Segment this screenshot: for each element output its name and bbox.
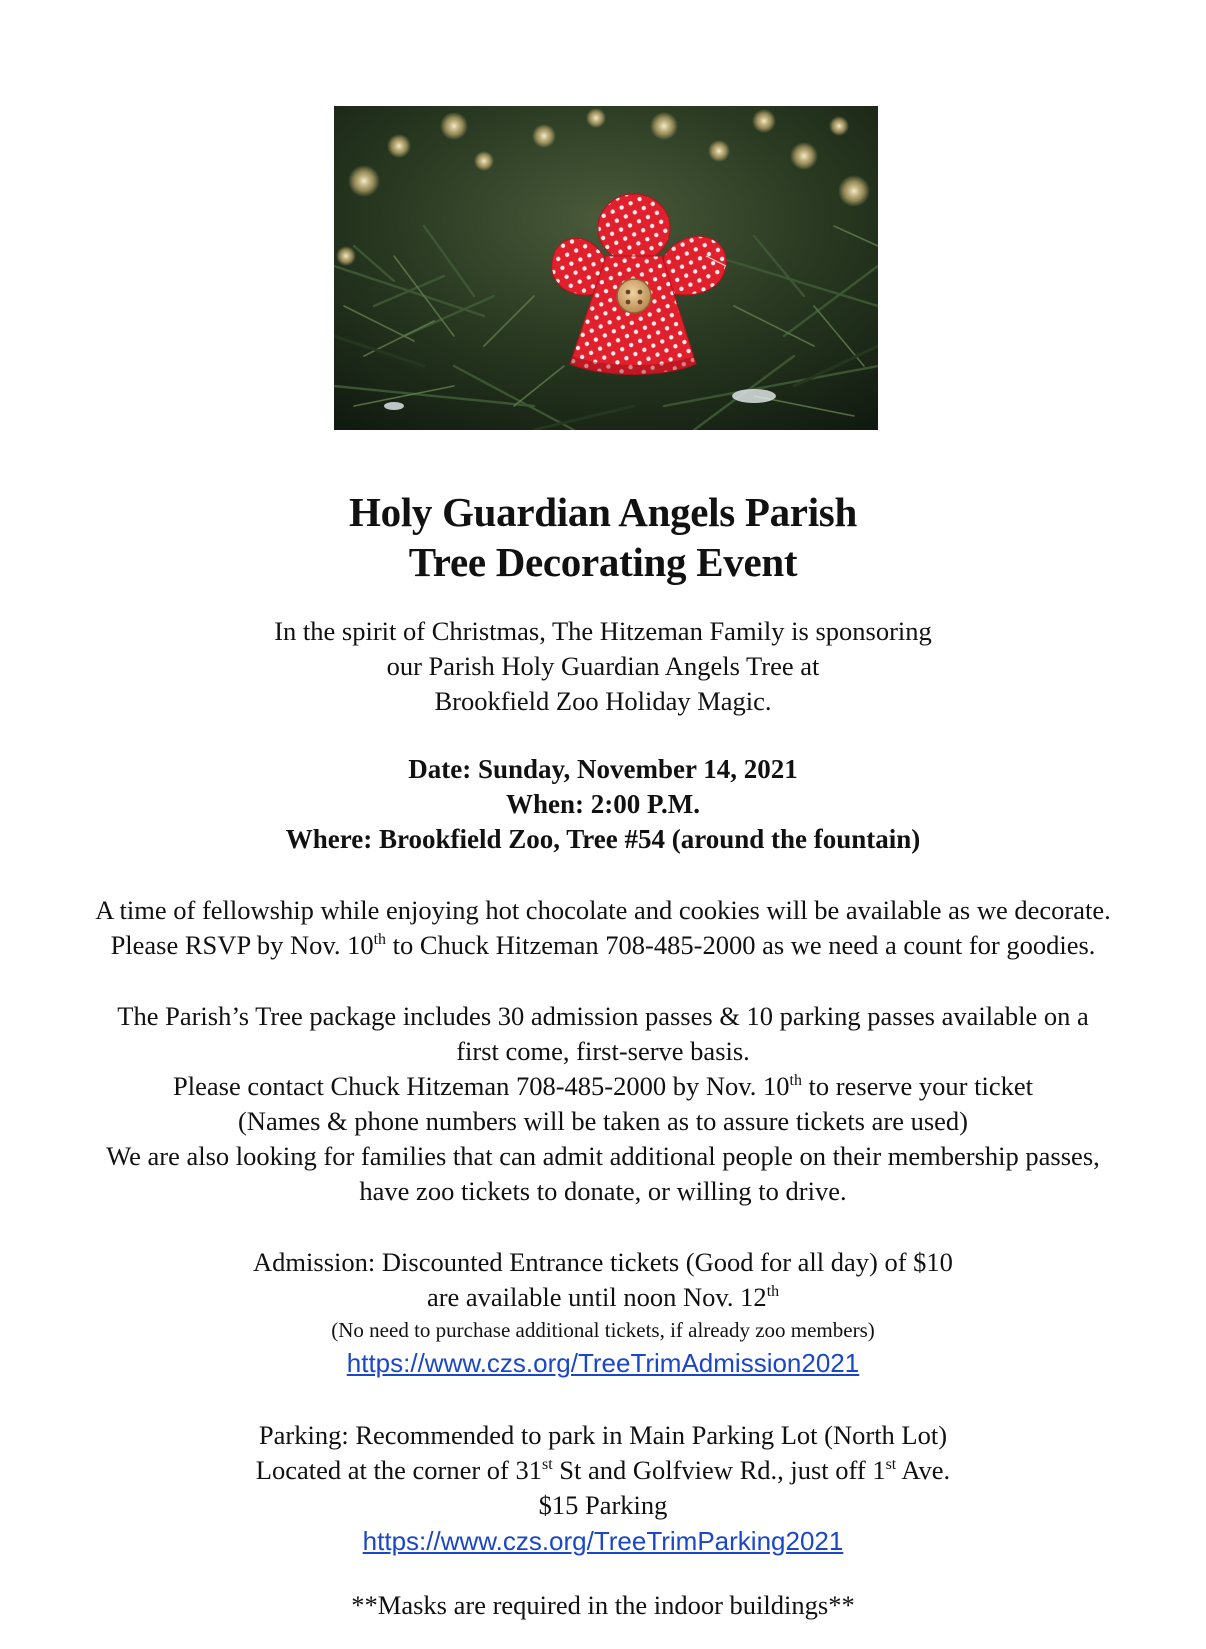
angel-ornament-photo [334,106,878,430]
parking-line-2 [0,1453,1206,1488]
ordinal-suffix: st [542,1456,553,1474]
parking-section [0,1418,1206,1559]
parking-line-1: Parking: Recommended to park in Main Parking Lot (North Lot) [258,1420,948,1450]
parking-location-mid: St and Golfview Rd., just off 1 [552,1455,886,1485]
admission-line-1: Admission: Discounted Entrance tickets (Good for all day) of $10 [253,1247,953,1277]
admission-line-2 [0,1280,1206,1315]
package-paragraph [0,999,1206,1209]
fellowship-paragraph [0,893,1206,963]
title-line-parish: Holy Guardian Angels Parish [349,489,857,535]
admission-availability: are available until noon Nov. 12 [426,1282,767,1312]
title-line-event: Tree Decorating Event [408,539,798,585]
event-title [0,487,1206,587]
parking-price: $15 Parking [538,1490,668,1520]
ordinal-suffix: th [373,931,386,949]
event-time: When: 2:00 P.M. [506,789,700,819]
parking-location-text: Located at the corner of 31 [255,1455,543,1485]
package-line-5: We are also looking for families that can admit additional people on their membership passes, [106,1141,1100,1171]
package-line-3 [0,1069,1206,1104]
package-line-6: have zoo tickets to donate, or willing to drive. [359,1176,847,1206]
fellowship-line-1: A time of fellowship while enjoying hot chocolate and cookies will be available as we decorate. [95,895,1111,925]
contact-text: Please contact Chuck Hitzeman 708-485-2000 by Nov. 10 [173,1071,790,1101]
package-line-1: The Parish’s Tree package includes 30 admission passes & 10 parking passes available on a [117,1001,1089,1031]
ordinal-suffix: th [766,1283,780,1301]
admission-link[interactable]: https://www.czs.org/TreeTrimAdmission2021 [346,1348,860,1378]
masks-text: **Masks are required in the indoor buildings** [351,1590,855,1620]
rsvp-contact: to Chuck Hitzeman 708-485-2000 as we need a count for goodies. [385,930,1096,960]
package-line-2: first come, first-serve basis. [456,1036,750,1066]
admission-note: (No need to purchase additional tickets, if already zoo members) [331,1318,875,1342]
intro-line-1: In the spirit of Christmas, The Hitzeman Family is sponsoring [274,616,932,646]
intro-line-3: Brookfield Zoo Holiday Magic. [434,686,772,716]
admission-section [0,1245,1206,1381]
event-location: Where: Brookfield Zoo, Tree #54 (around the fountain) [285,824,921,854]
package-line-4: (Names & phone numbers will be taken as to assure tickets are used) [237,1106,968,1136]
contact-text-end: to reserve your ticket [801,1071,1033,1101]
masks-notice [0,1588,1206,1623]
ordinal-suffix: th [789,1072,802,1090]
rsvp-text: Please RSVP by Nov. 10 [110,930,374,960]
rsvp-line [0,928,1206,963]
intro-line-2: our Parish Holy Guardian Angels Tree at [386,651,820,681]
event-details [0,752,1206,857]
parking-link[interactable]: https://www.czs.org/TreeTrimParking2021 [362,1526,844,1556]
event-date: Date: Sunday, November 14, 2021 [408,754,798,784]
parking-location-end: Ave. [896,1455,951,1485]
ordinal-suffix: st [885,1456,897,1474]
intro-paragraph [0,614,1206,719]
